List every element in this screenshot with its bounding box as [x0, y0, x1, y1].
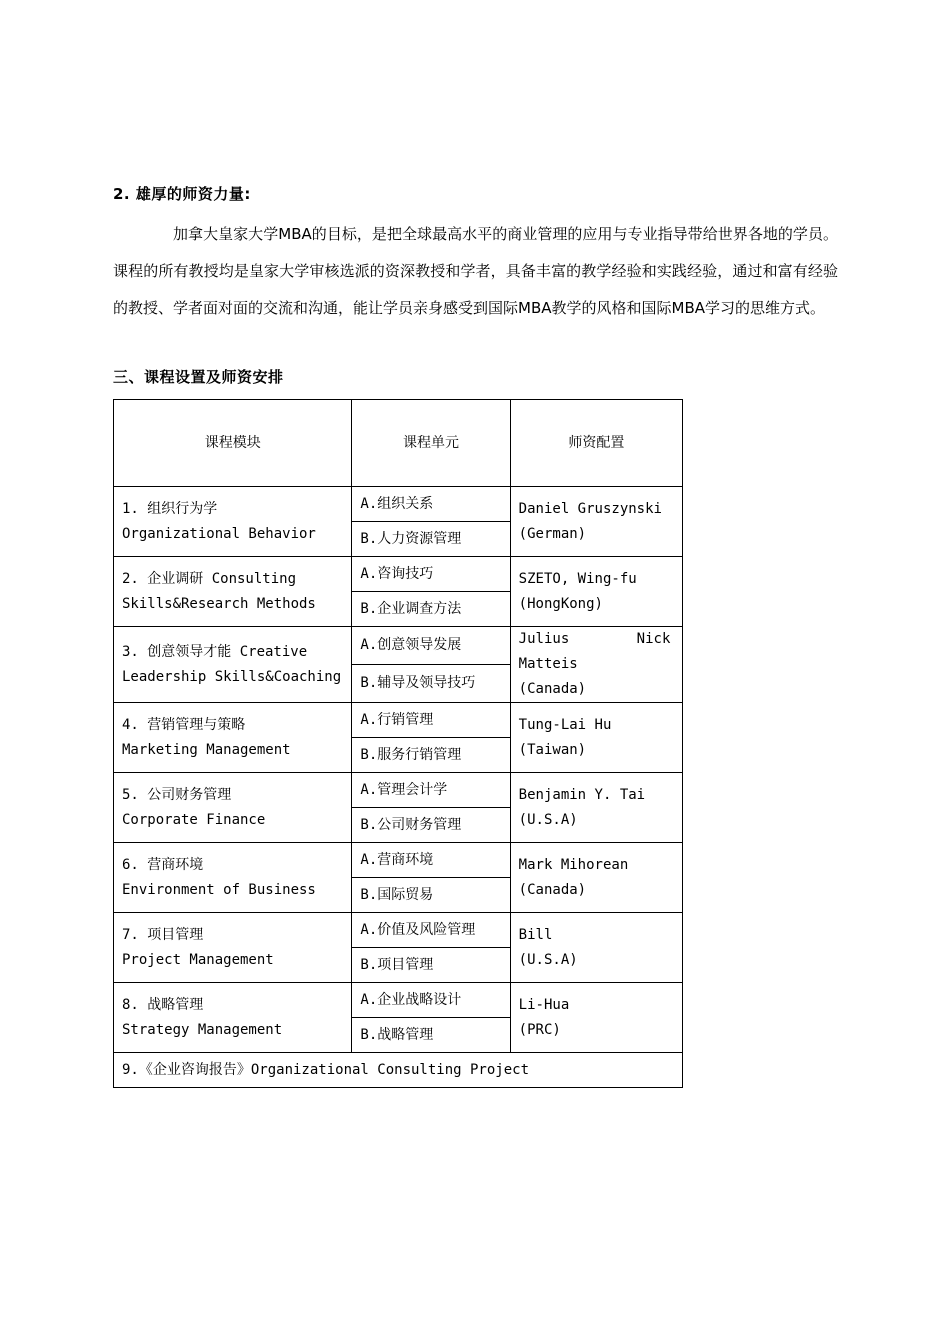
teacher-country: (PRC) [518, 1021, 561, 1038]
module-name-cn: 1. 组织行为学 [122, 500, 218, 517]
teacher-name: Julius Nick [518, 631, 671, 647]
module-name-cn: 2. 企业调研 Consulting [122, 570, 297, 587]
teacher-cell [510, 983, 682, 1053]
unit-a-cell: A.企业战略设计 [352, 983, 510, 1018]
module-name-cn: 3. 创意领导才能 Creative [122, 643, 308, 660]
module-name-en: Environment of Business [122, 881, 316, 898]
module-name-en: Corporate Finance [122, 811, 266, 828]
table-row [114, 843, 683, 878]
module-name-cn: 7. 项目管理 [122, 926, 204, 943]
table-row [114, 627, 683, 665]
teacher-cell [510, 913, 682, 983]
unit-a-cell: A.创意领导发展 [352, 627, 510, 665]
consulting-project-cell: 9.《企业咨询报告》Organizational Consulting Project [114, 1053, 683, 1088]
teacher-country: (German) [518, 525, 587, 542]
module-cell [114, 557, 352, 627]
module-name-en: Marketing Management [122, 741, 291, 758]
table-header-row [114, 400, 683, 487]
module-name-en: Skills&Research Methods [122, 595, 316, 612]
unit-b-cell: B.服务行销管理 [352, 738, 510, 773]
header-teacher: 师资配置 [510, 400, 682, 487]
module-name-en: Strategy Management [122, 1021, 283, 1038]
table-row [114, 913, 683, 948]
module-cell [114, 487, 352, 557]
module-name-cn: 6. 营商环境 [122, 856, 204, 873]
table-row [114, 983, 683, 1018]
module-name-en: Leadership Skills&Coaching [122, 668, 342, 685]
section-2-heading: 2. 雄厚的师资力量: [113, 185, 251, 203]
teacher-name: SZETO, Wing-fu [518, 570, 637, 587]
teacher-cell [510, 557, 682, 627]
unit-a-cell: A.咨询技巧 [352, 557, 510, 592]
teacher-name: Daniel Gruszynski [518, 500, 662, 517]
module-name-en: Organizational Behavior [122, 525, 316, 542]
teacher-name: Li-Hua [518, 996, 570, 1013]
table-row-final [114, 1053, 683, 1088]
header-module: 课程模块 [114, 400, 352, 487]
teacher-cell [510, 843, 682, 913]
module-name-en: Project Management [122, 951, 274, 968]
module-cell [114, 913, 352, 983]
unit-a-cell: A.价值及风险管理 [352, 913, 510, 948]
module-cell [114, 627, 352, 703]
teacher-country: (Canada) [518, 881, 587, 898]
header-unit: 课程单元 [352, 400, 510, 487]
teacher-name-continued: Matteis [518, 656, 578, 672]
module-cell [114, 703, 352, 773]
teacher-name: Mark Mihorean [518, 856, 629, 873]
teacher-country: (HongKong) [518, 595, 603, 612]
teacher-cell [510, 487, 682, 557]
teacher-country: (U.S.A) [518, 951, 578, 968]
table-row [114, 557, 683, 592]
teacher-cell [510, 773, 682, 843]
section-2-paragraph: 加拿大皇家大学MBA的目标，是把全球最高水平的商业管理的应用与专业指导带给世界各地的学员。课程的所有教授均是皇家大学审核选派的资深教授和学者，具备丰富的教学经验和实践经验，通过和富有经验的教授、学者面对面的交流和沟通，能让学员亲身感受到国际MBA教学的风格和国际MBA学习的思维方式。 [113, 225, 838, 317]
section-3-heading: 三、课程设置及师资安排 [113, 368, 284, 386]
teacher-name: Bill [518, 926, 553, 943]
unit-a-cell: A.行销管理 [352, 703, 510, 738]
teacher-country: (Taiwan) [518, 741, 587, 758]
unit-a-cell: A.营商环境 [352, 843, 510, 878]
module-cell [114, 773, 352, 843]
table-row [114, 703, 683, 738]
unit-b-cell: B.公司财务管理 [352, 808, 510, 843]
table-row [114, 487, 683, 522]
unit-b-cell: B.人力资源管理 [352, 522, 510, 557]
teacher-country: (Canada) [518, 681, 587, 697]
teacher-cell [510, 703, 682, 773]
table-row [114, 773, 683, 808]
module-name-cn: 8. 战略管理 [122, 996, 204, 1013]
teacher-name: Benjamin Y. Tai [518, 786, 646, 803]
unit-b-cell: B.企业调查方法 [352, 592, 510, 627]
module-name-cn: 5. 公司财务管理 [122, 786, 232, 803]
unit-b-cell: B.辅导及领导技巧 [352, 665, 510, 703]
unit-a-cell: A.管理会计学 [352, 773, 510, 808]
unit-a-cell: A.组织关系 [352, 487, 510, 522]
module-cell [114, 983, 352, 1053]
module-cell [114, 843, 352, 913]
teacher-cell [510, 627, 682, 703]
teacher-name: Tung-Lai Hu [518, 716, 612, 733]
unit-b-cell: B.国际贸易 [352, 878, 510, 913]
module-name-cn: 4. 营销管理与策略 [122, 716, 246, 733]
course-table [113, 399, 683, 1088]
unit-b-cell: B.战略管理 [352, 1018, 510, 1053]
unit-b-cell: B.项目管理 [352, 948, 510, 983]
teacher-country: (U.S.A) [518, 811, 578, 828]
